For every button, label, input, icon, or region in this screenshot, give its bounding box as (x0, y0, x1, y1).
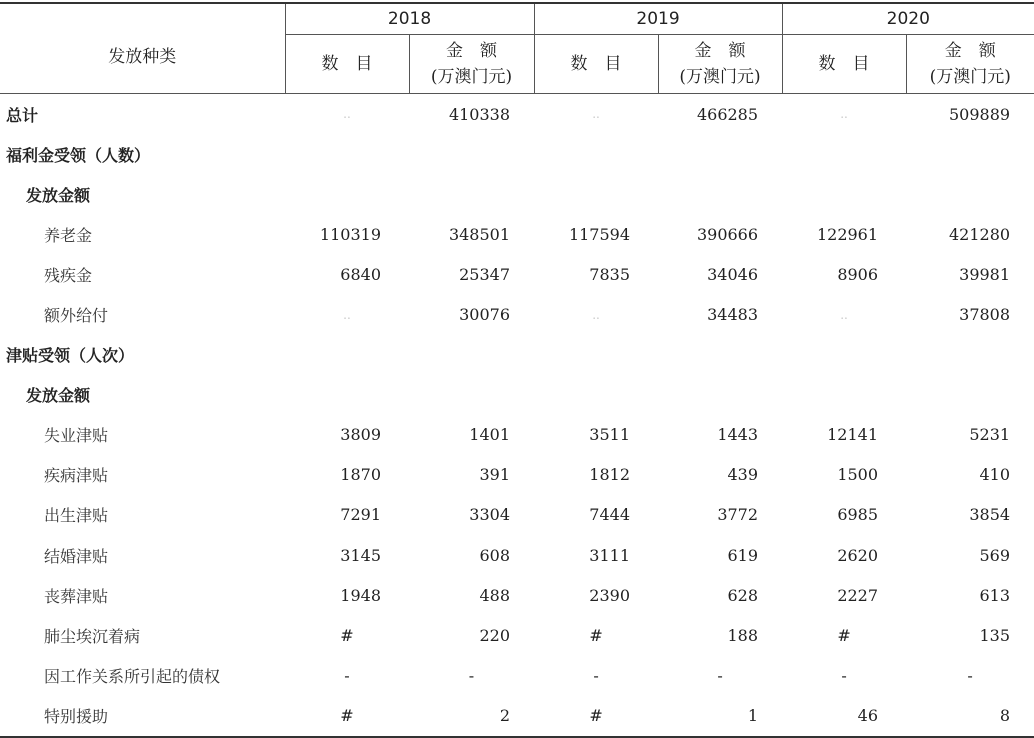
benefits-table (0, 2, 1034, 738)
amount-header-line1: 金 额 (446, 41, 497, 61)
count-cell: .. (840, 107, 848, 122)
amount-cell (409, 375, 534, 415)
table-row (0, 335, 1034, 375)
amount-cell: 39981 (959, 264, 1011, 284)
amount-cell: 410338 (448, 104, 511, 124)
count-cell: 3145 (340, 545, 381, 565)
count-cell: - (344, 665, 350, 685)
amount-cell: 619 (727, 545, 759, 565)
count-cell: 7444 (589, 505, 631, 525)
table-row (0, 134, 1034, 174)
row-label: 残疾金 (44, 265, 93, 285)
count-cell: 7291 (340, 505, 381, 525)
amount-cell: 220 (479, 625, 511, 645)
count-cell (285, 174, 409, 214)
amount-cell (658, 335, 782, 375)
amount-cell: 613 (979, 585, 1011, 605)
row-label: 肺尘埃沉着病 (44, 626, 141, 646)
amount-header-line2: (万澳门元) (679, 67, 761, 87)
amount-cell (906, 335, 1034, 375)
amount-header-line1: 金 额 (694, 41, 746, 61)
count-cell: 2390 (589, 585, 631, 605)
amount-cell (409, 174, 534, 214)
amount-cell: 2 (499, 705, 511, 725)
count-cell: 3111 (589, 545, 631, 565)
amount-cell: 25347 (459, 264, 511, 284)
count-cell: .. (343, 307, 351, 322)
count-cell: 1948 (340, 585, 381, 605)
table-row (0, 174, 1034, 214)
table-row (0, 655, 1034, 695)
table-header (0, 3, 1034, 94)
amount-cell: 37808 (959, 305, 1011, 325)
count-cell: .. (592, 107, 600, 122)
count-header (782, 35, 906, 94)
count-cell: - (841, 665, 847, 685)
count-cell: 6840 (340, 264, 381, 284)
row-label: 失业津贴 (44, 426, 109, 446)
amount-header-line1: 金 额 (944, 41, 996, 61)
table-row (0, 375, 1034, 415)
count-cell: - (593, 665, 599, 685)
table-row (0, 695, 1034, 736)
count-cell: 1812 (589, 465, 631, 485)
count-cell: .. (343, 107, 351, 122)
count-cell (285, 375, 409, 415)
amount-cell: 466285 (696, 104, 759, 124)
amount-cell: 3304 (469, 505, 511, 525)
row-label: 养老金 (44, 225, 93, 245)
year-header-2020: 2020 (782, 3, 1034, 35)
amount-header-line2: (万澳门元) (929, 67, 1011, 87)
row-label: 津贴受领（人次） (6, 346, 135, 366)
count-cell: 2227 (837, 585, 879, 605)
amount-cell: 390666 (696, 224, 759, 244)
year-header-2018: 2018 (285, 3, 534, 35)
amount-cell: 509889 (948, 104, 1011, 124)
amount-cell: 628 (727, 585, 759, 605)
amount-cell (906, 375, 1034, 415)
amount-cell: 8 (999, 705, 1011, 725)
amount-cell (409, 335, 534, 375)
amount-cell: 5231 (969, 425, 1011, 445)
count-cell: 46 (857, 705, 879, 725)
count-cell (782, 174, 906, 214)
count-cell: # (340, 625, 354, 645)
table-body (0, 94, 1034, 737)
table-row (0, 294, 1034, 334)
row-label: 因工作关系所引起的债权 (44, 666, 221, 686)
amount-cell (658, 134, 782, 174)
amount-cell: 391 (479, 465, 511, 485)
category-header-label: 发放种类 (108, 47, 177, 67)
amount-cell: 34483 (707, 305, 759, 325)
amount-cell: 348501 (448, 224, 511, 244)
count-cell: .. (592, 307, 600, 322)
count-header-label: 数 目 (818, 54, 870, 74)
amount-cell: - (967, 665, 973, 685)
amount-cell: 410 (979, 465, 1011, 485)
count-cell: 1870 (340, 465, 381, 485)
amount-cell (906, 134, 1034, 174)
amount-header (658, 35, 782, 94)
amount-cell: 608 (479, 545, 511, 565)
amount-cell: 439 (727, 465, 759, 485)
row-label: 疾病津贴 (44, 466, 109, 486)
amount-cell: 3854 (969, 505, 1011, 525)
count-cell: 1500 (837, 465, 879, 485)
year-header-2019: 2019 (534, 3, 782, 35)
amount-header-line2: (万澳门元) (430, 67, 513, 87)
amount-cell: 421280 (948, 224, 1011, 244)
row-label: 额外给付 (44, 306, 109, 326)
count-header-label: 数 目 (570, 54, 622, 74)
count-cell: 2620 (837, 545, 879, 565)
table-row (0, 415, 1034, 455)
amount-cell (409, 134, 534, 174)
category-header (0, 3, 285, 94)
count-header (534, 35, 658, 94)
count-cell: 110319 (319, 224, 381, 244)
table-row (0, 495, 1034, 535)
table-row (0, 94, 1034, 135)
table-row (0, 455, 1034, 495)
count-cell: 12141 (827, 425, 879, 445)
count-cell: # (837, 625, 851, 645)
count-cell (534, 134, 658, 174)
amount-cell: 3772 (717, 505, 759, 525)
row-label: 福利金受领（人数） (6, 145, 151, 165)
row-label: 出生津贴 (44, 506, 109, 526)
count-cell: .. (840, 307, 848, 322)
count-cell (782, 375, 906, 415)
row-label: 特别援助 (44, 706, 109, 726)
count-header-label: 数 目 (321, 54, 373, 74)
count-cell (782, 335, 906, 375)
amount-header (409, 35, 534, 94)
amount-cell: 188 (727, 625, 759, 645)
table-row (0, 575, 1034, 615)
table-row (0, 615, 1034, 655)
amount-cell: 30076 (459, 305, 511, 325)
amount-header (906, 35, 1034, 94)
amount-cell: - (468, 665, 475, 685)
table-row (0, 214, 1034, 254)
amount-cell: 1401 (469, 425, 511, 445)
count-cell: 122961 (816, 224, 879, 244)
amount-cell: 1443 (717, 425, 759, 445)
amount-cell: 135 (979, 625, 1011, 645)
count-cell (782, 134, 906, 174)
count-cell (285, 134, 409, 174)
table-row (0, 254, 1034, 294)
count-header (285, 35, 409, 94)
count-cell (285, 335, 409, 375)
count-cell: # (589, 705, 603, 725)
amount-cell (658, 375, 782, 415)
row-label: 总计 (6, 105, 39, 125)
amount-cell: 1 (747, 705, 759, 725)
table-row (0, 535, 1034, 575)
count-cell: 117594 (568, 224, 631, 244)
amount-cell: - (717, 665, 723, 685)
count-cell (534, 174, 658, 214)
row-label: 结婚津贴 (44, 546, 109, 566)
count-cell: 8906 (837, 264, 879, 284)
row-label: 丧葬津贴 (44, 586, 109, 606)
count-cell: 3809 (340, 425, 381, 445)
count-cell: # (340, 705, 354, 725)
amount-cell: 569 (979, 545, 1011, 565)
count-cell: 6985 (837, 505, 879, 525)
amount-cell (658, 174, 782, 214)
amount-cell: 34046 (707, 264, 759, 284)
row-label: 发放金额 (26, 185, 91, 205)
count-cell: 3511 (589, 425, 631, 445)
count-cell: 7835 (589, 264, 631, 284)
count-cell (534, 335, 658, 375)
count-cell (534, 375, 658, 415)
amount-cell: 488 (479, 585, 511, 605)
amount-cell (906, 174, 1034, 214)
count-cell: # (589, 625, 603, 645)
row-label: 发放金额 (26, 386, 91, 406)
